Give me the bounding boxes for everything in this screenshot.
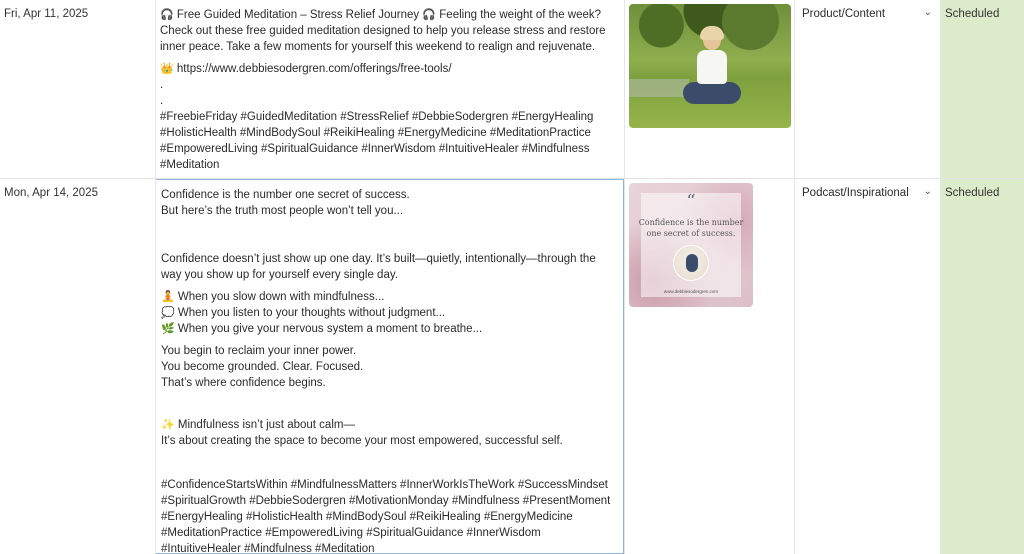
content-type-select[interactable] [802, 8, 932, 24]
caption-dot: . [160, 95, 164, 107]
headphones-icon: 🎧 [422, 8, 437, 21]
caption-dot: . [160, 79, 164, 91]
meditating-person-graphic [691, 26, 733, 114]
column-divider [794, 0, 795, 554]
table-row[interactable] [0, 0, 1024, 179]
content-type-cell[interactable] [794, 179, 940, 554]
status-label: Scheduled [945, 8, 1000, 20]
link-text[interactable]: https://www.debbiesodergren.com/offerings/free-tools/ [176, 63, 452, 75]
leaf-icon: 🌿 [161, 322, 175, 335]
water-graphic [629, 79, 689, 97]
content-type-select[interactable] [802, 187, 932, 203]
content-type-value: Podcast/Inspirational [802, 187, 909, 199]
column-divider [624, 0, 625, 554]
image-site-text: www.debbiesodergren.com [663, 289, 719, 294]
image-quote-line: one secret of success. [646, 229, 736, 238]
headphones-icon: 🎧 [160, 8, 174, 21]
date-cell[interactable] [0, 0, 155, 178]
content-type-cell[interactable] [794, 0, 940, 178]
post-date: Fri, Apr 11, 2025 [4, 8, 89, 20]
image-quote-line: Confidence is the number [638, 218, 744, 227]
quote-mark: “ [686, 191, 696, 212]
column-divider [155, 0, 156, 554]
chevron-down-icon[interactable]: ⌄ [923, 7, 932, 18]
portrait-circle [673, 245, 709, 281]
image-cell[interactable] [624, 179, 794, 554]
post-image-thumbnail[interactable] [629, 183, 753, 307]
crown-icon: 👑 [160, 62, 174, 75]
caption-intro: 🎧 Free Guided Meditation – Stress Relief Journey 🎧 Feeling the weight of the week? Check out these free guided meditation designed to help you release stress and restore inner peace. Take a few moments for yourself this weekend to realign and rejuvenate. [160, 8, 606, 53]
status-cell[interactable] [940, 179, 1024, 554]
caption-cell[interactable] [155, 0, 624, 178]
post-date: Mon, Apr 14, 2025 [4, 187, 98, 199]
post-image-thumbnail[interactable] [629, 4, 791, 128]
caption-link [160, 61, 618, 77]
status-cell[interactable] [940, 0, 1024, 178]
content-type-value: Product/Content [802, 8, 886, 20]
date-cell[interactable] [0, 179, 155, 554]
column-divider [940, 0, 941, 554]
thought-bubble-icon: 💭 [161, 306, 175, 319]
caption-hashtags: #FreebieFriday #GuidedMeditation #StressRelief #DebbieSodergren #EnergyHealing #HolisticHealth #MindBodySoul #ReikiHealing #EnergyMedicine #MeditationPractice #EmpoweredLiving #SpiritualGuidance #InnerWisdom #IntuitiveHealer #Mindfulness #Meditation [160, 111, 594, 171]
meditation-icon: 🧘 [161, 290, 175, 303]
table-row[interactable] [0, 179, 1024, 554]
sparkles-icon: ✨ [161, 418, 175, 431]
caption-hashtags: #ConfidenceStartsWithin #MindfulnessMatters #InnerWorkIsTheWork #SuccessMindset #SpiritualGrowth #DebbieSodergren #MotivationMonday #Mindfulness #PresentMoment #EnergyHealing #HolisticHealth #MindBodySoul #ReikiHealing #EnergyMedicine #MeditationPractice #EmpoweredLiving #SpiritualGuidance #InnerWisdom #IntuitiveHealer #Mindfulness #Meditation [161, 479, 611, 554]
chevron-down-icon[interactable]: ⌄ [923, 186, 932, 197]
status-label: Scheduled [945, 187, 1000, 199]
caption-cell-editing[interactable]: Confidence is the number one secret of success. But here’s the truth most people won’t tell you... Confidence doesn’t just show up one day. It’s built—quietly, intentionally—through the way you show up for yourself every single day. 🧘 When you slow down with mindfulness... 💭 When you listen to your thoughts without judgment... 🌿 When you give your nervous system a moment to breathe... You begin to reclaim your inner power. You become grounded. Clear. Focused. That’s where confidence begins. ✨ Mindfulness isn’t just about calm— It’s about creating the space to become your most empowered, successful self. #ConfidenceStartsWithin #MindfulnessMatters #InnerWorkIsTheWork #SuccessMindset #SpiritualGrowth #DebbieSodergren #MotivationMonday #Mindfulness #PresentMoment #EnergyHealing #HolisticHealth #MindBodySoul #ReikiHealing #EnergyMedicine #MeditationPractice #EmpoweredLiving #SpiritualGuidance #InnerWisdom #IntuitiveHealer #Mindfulness #Meditation [155, 179, 624, 554]
image-cell[interactable] [624, 0, 794, 178]
